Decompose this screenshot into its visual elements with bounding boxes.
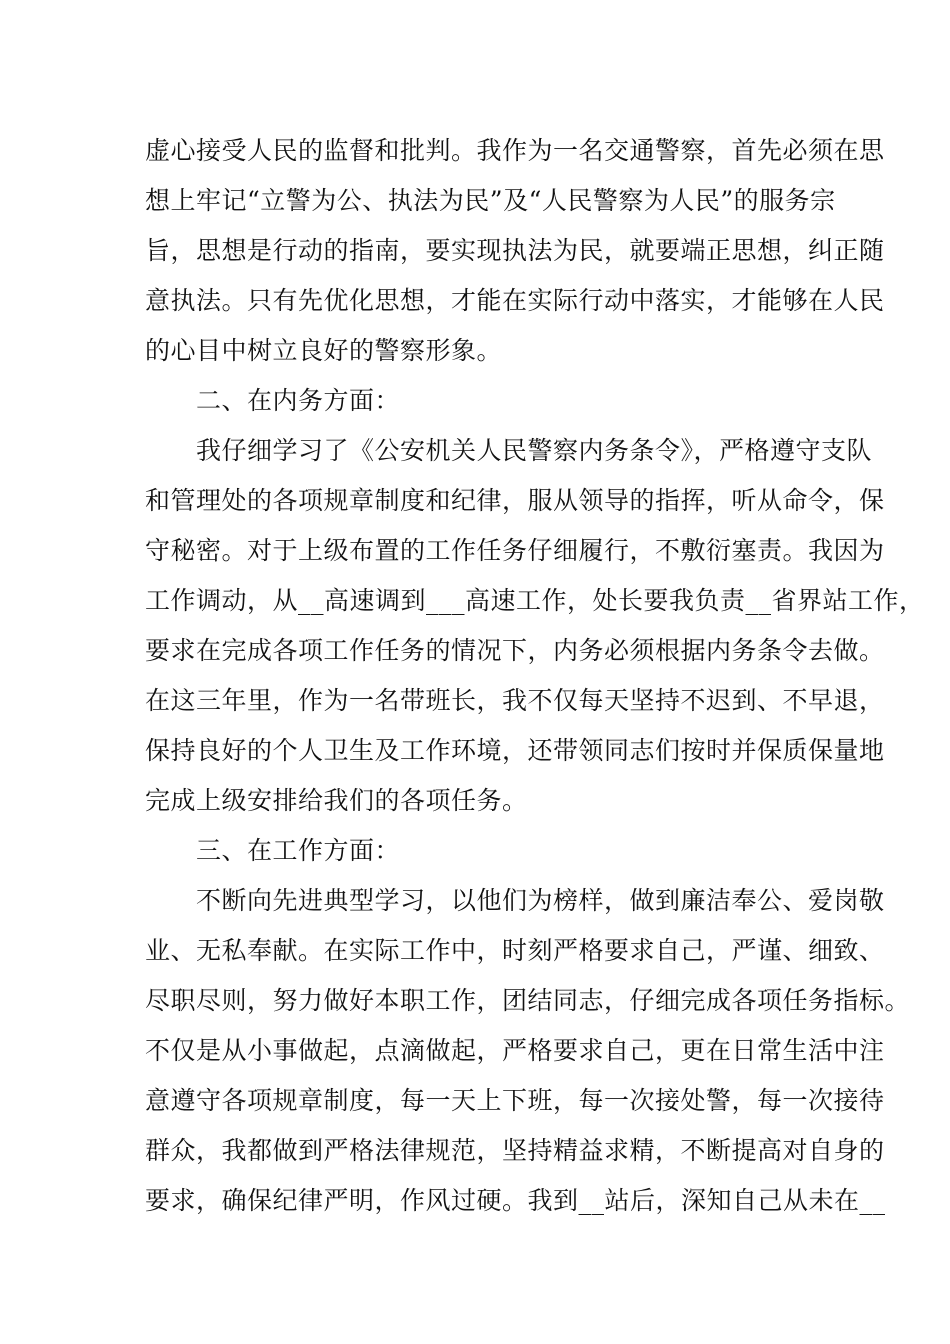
body-text-line: 虚心接受人民的监督和批判。我作为一名交通警察，首先必须在思 <box>145 136 885 165</box>
body-text-line: 守秘密。对于上级布置的工作任务仔细履行，不敷衍塞责。我因为 <box>145 536 885 565</box>
body-text-line: 在这三年里，作为一名带班长，我不仅每天坚持不迟到、不早退， <box>145 686 885 715</box>
body-text-line: 业、无私奉献。在实际工作中，时刻严格要求自己，严谨、细致、 <box>145 936 885 965</box>
body-text-line: 旨，思想是行动的指南，要实现执法为民，就要端正思想，纠正随 <box>145 236 885 265</box>
body-text-line: 意遵守各项规章制度，每一天上下班，每一次接处警，每一次接待 <box>145 1086 885 1115</box>
body-text-line: 不断向先进典型学习，以他们为榜样，做到廉洁奉公、爱岗敬 <box>145 886 885 915</box>
section-heading: 二、在内务方面： <box>145 386 401 415</box>
body-text-line: 我仔细学习了《公安机关人民警察内务条令》，严格遵守支队 <box>145 436 873 465</box>
body-text-line: 想上牢记“立警为公、执法为民”及“人民警察为人民”的服务宗 <box>145 186 836 215</box>
body-text-line: 和管理处的各项规章制度和纪律，服从领导的指挥，听从命令，保 <box>145 486 885 515</box>
section-heading: 三、在工作方面： <box>145 836 401 865</box>
body-text-line: 尽职尽则，努力做好本职工作，团结同志，仔细完成各项任务指标。 <box>145 986 911 1015</box>
body-text-line: 不仅是从小事做起，点滴做起，严格要求自己，更在日常生活中注 <box>145 1036 885 1065</box>
body-text-line: 完成上级安排给我们的各项任务。 <box>145 786 528 815</box>
body-text-line: 的心目中树立良好的警察形象。 <box>145 336 503 365</box>
body-text-line: 要求在完成各项工作任务的情况下，内务必须根据内务条令去做。 <box>145 636 885 665</box>
body-text-line: 要求，确保纪律严明，作风过硬。我到__站后，深知自己从未在__ <box>145 1186 886 1215</box>
body-text-line: 意执法。只有先优化思想，才能在实际行动中落实，才能够在人民 <box>145 286 885 315</box>
body-text-line: 工作调动，从__高速调到___高速工作，处长要我负责__省界站工作， <box>145 586 925 615</box>
body-text-line: 群众，我都做到严格法律规范，坚持精益求精，不断提高对自身的 <box>145 1136 885 1165</box>
body-text-line: 保持良好的个人卫生及工作环境，还带领同志们按时并保质保量地 <box>145 736 885 765</box>
